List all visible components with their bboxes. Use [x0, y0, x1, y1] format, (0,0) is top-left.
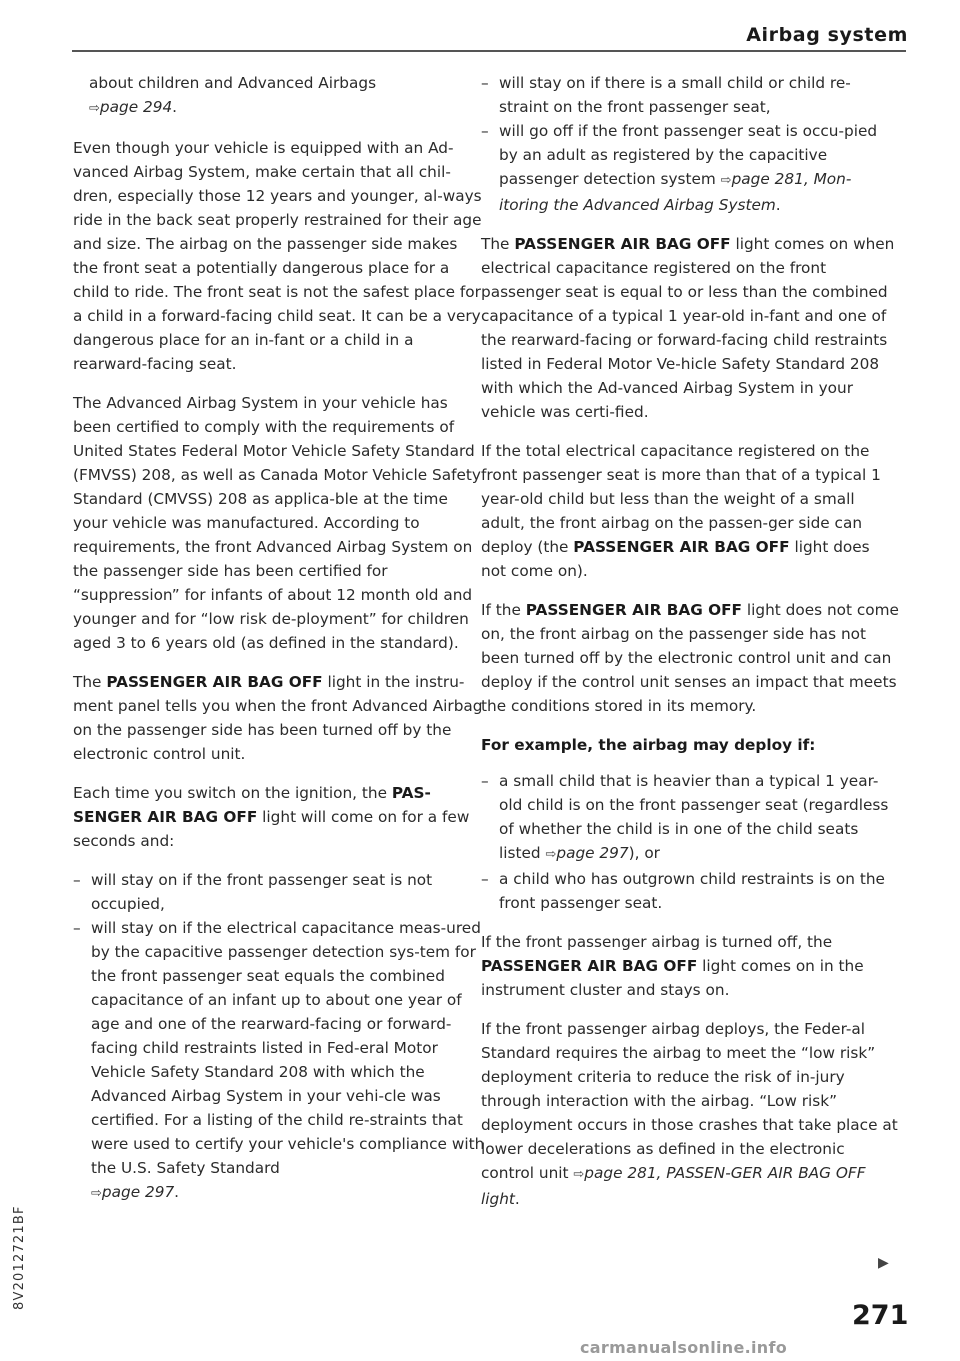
text-fragment: If the total electrical capacitance registered on the front passenger seat is more than that of a typical 1 year-old child but less than the weight of a small adult, the front airbag on the passen-ger side can deploy (the	[481, 442, 881, 556]
deploy-examples-list	[481, 769, 899, 915]
page-reference-link[interactable]: page 281, PASSEN-GER AIR BAG OFF light	[481, 1164, 866, 1208]
text-fragment: light will come on for a few seconds and:	[73, 808, 470, 850]
text-fragment: .	[775, 196, 781, 214]
left-column	[73, 71, 485, 1221]
paragraph-children-back-seat: Even though your vehicle is equipped with an Ad-vanced Airbag System, make certain that all chil-dren, especially those 12 years and younger, al-ways ride in the back seat properly restrained for their age and size. The airbag on the passenger side makes the front seat a potentially dangerous place for a child to ride. The front seat is not the safest place for a child in a forward-facing child seat. It can be a very dangerous place for an in-fant or a child in a rearward-facing seat.	[73, 139, 482, 373]
text-fragment: The	[73, 673, 107, 691]
ref-arrow-icon: ⇨	[545, 847, 557, 862]
text-fragment: If the front passenger airbag deploys, the Feder-al Standard requires the airbag to meet the “low risk” deployment criteria to reduce the risk of in-jury through interaction with the airbag. “Low risk” deployment occurs in those crashes that take place at lower decelerations as defined in the electronic control unit	[481, 1020, 898, 1182]
paragraph-light-not-on	[481, 598, 899, 718]
header-rule	[72, 50, 906, 52]
text-fragment: light comes on when electrical capacitance registered on the front passenger seat is equal to or less than the combined capacitance of a typical 1 year-old in-fant and one of the rearward-facing or forward-facing child restraints listed in Federal Motor Ve-hicle Safety Standard 208 with which the Ad-vanced Airbag System in your vehicle was certi-fied.	[481, 235, 895, 421]
text-fragment: If the front passenger airbag is turned off, the	[481, 933, 833, 951]
list-item	[73, 916, 485, 1206]
continue-arrow-icon: ▶	[878, 1255, 889, 1271]
page-reference-link[interactable]: page 297	[556, 844, 629, 862]
intro-end: .	[172, 98, 178, 116]
text-fragment: ), or	[628, 844, 660, 862]
text-fragment: will stay on if the electrical capacitance meas-ured by the capacitive passenger detection sys-tem for the front passenger seat equals the combined capacitance of an infant up to about one year of age and one of the rearward-facing or forward-facing child restraints listed in Fed-eral Motor Vehicle Safety Standard 208 with which the Advanced Airbag System in your vehi-cle was certified. For a listing of the child re-straints that were used to certify your vehicle's compliance with the U.S. Safety Standard	[91, 919, 485, 1177]
paragraph-certification: The Advanced Airbag System in your vehicle has been certified to comply with the requirements of United States Federal Motor Vehicle Safety Standard (FMVSS) 208, as well as Canada Motor Vehicle Safety Standard (CMVSS) 208 as applica-ble at the time your vehicle was manufactured. According to requirements, the front Advanced Airbag System on the passenger side has been certified for “suppression” for infants of about 12 month old and younger and for “low risk de-ployment” for children aged 3 to 6 years old (as defined in the standard).	[73, 394, 481, 652]
list-item	[481, 119, 899, 217]
document-code: 8V2012721BF	[12, 1205, 27, 1310]
light-behavior-list	[73, 868, 485, 1206]
section-title: Airbag system	[746, 24, 908, 46]
list-item: – will stay on if the front passenger seat is not occupied,	[73, 868, 485, 916]
text-fragment: light in the instru-ment panel tells you when the front Advanced Airbag on the passenger side has been turned off by the electronic control unit.	[73, 673, 483, 763]
bold-term: PASSENGER AIR BAG OFF	[573, 538, 790, 556]
paragraph-ignition	[73, 781, 485, 853]
paragraph-intro	[73, 71, 485, 95]
text-fragment: The	[481, 235, 515, 253]
light-behavior-list-continued	[481, 71, 899, 217]
ref-arrow-icon: ⇨	[89, 101, 100, 116]
page-reference-link[interactable]: page 294	[99, 98, 173, 116]
text-fragment: a small child that is heavier than a typical 1 year-old child is on the front passenger seat (regardless of whether the child is in one of the child seats listed	[499, 772, 889, 862]
bold-term: PASSENGER AIR BAG OFF	[481, 957, 698, 975]
page-reference-link[interactable]: page 297	[101, 1183, 175, 1201]
list-item	[481, 769, 899, 867]
bold-term: PASSENGER AIR BAG OFF	[106, 673, 323, 691]
text-fragment: Each time you switch on the ignition, the	[73, 784, 392, 802]
ref-arrow-icon: ⇨	[573, 1167, 585, 1182]
ref-arrow-icon: ⇨	[91, 1186, 102, 1201]
page-number: 271	[852, 1300, 909, 1331]
bold-term: PASSENGER AIR BAG OFF	[514, 235, 731, 253]
paragraph-intro-ref	[73, 95, 485, 121]
intro-text: about children and Advanced Airbags	[89, 74, 377, 92]
right-column	[481, 71, 899, 1226]
subheading-example: For example, the airbag may deploy if:	[481, 736, 816, 754]
paragraph-airbag-off-light	[73, 670, 485, 766]
watermark: carmanualsonline.info	[580, 1338, 788, 1357]
text-fragment: will go off if the front passenger seat is occu-pied by an adult as registered by the capacitive passenger detection system	[499, 122, 878, 188]
list-item: – will stay on if there is a small child or child re-straint on the front passenger seat,	[481, 71, 899, 119]
page-reference-link[interactable]: page 281, Mon-itoring the Advanced Airbag System	[499, 170, 852, 214]
paragraph-airbag-turned-off	[481, 930, 899, 1002]
text-fragment: light does not come on).	[481, 538, 870, 580]
bold-term: PAS-SENGER AIR BAG OFF	[73, 784, 431, 826]
text-fragment: light comes on in the instrument cluster and stays on.	[481, 957, 864, 999]
paragraph-light-comes-on	[481, 232, 899, 424]
paragraph-capacitance	[481, 439, 899, 583]
bold-term: PASSENGER AIR BAG OFF	[525, 601, 743, 619]
text-fragment: If the	[481, 601, 526, 619]
text-fragment: .	[514, 1190, 520, 1208]
text-fragment: .	[174, 1183, 180, 1201]
list-item: – a child who has outgrown child restraints is on the front passenger seat.	[481, 867, 899, 915]
text-fragment: light does not come on, the front airbag on the passenger side has not been turned off by the electronic control unit and can deploy if the control unit senses an impact that meets the conditions stored in its memory.	[481, 601, 899, 715]
ref-arrow-icon: ⇨	[720, 173, 732, 188]
paragraph-low-risk	[481, 1017, 899, 1211]
